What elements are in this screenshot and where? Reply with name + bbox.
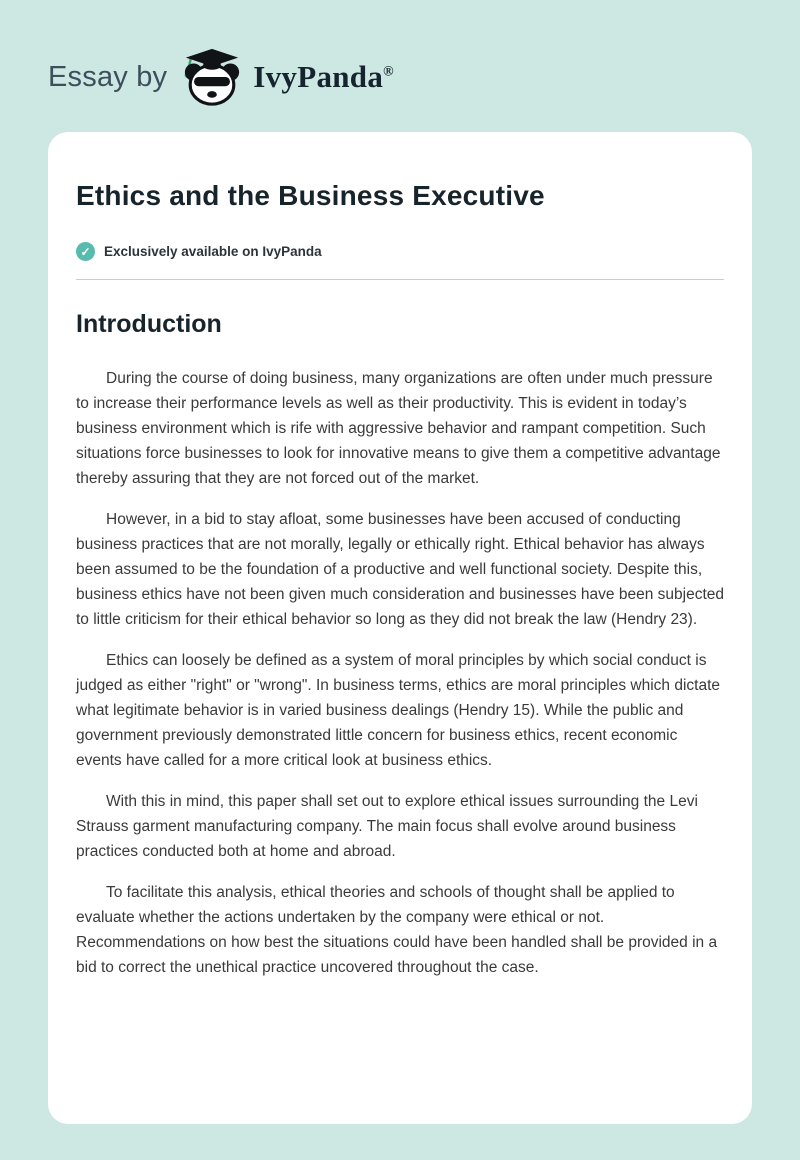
page-header [0, 0, 800, 112]
panda-nose [207, 91, 217, 98]
check-icon: ✓ [76, 242, 95, 261]
essay-card [48, 132, 752, 1124]
divider [76, 279, 724, 280]
availability-label: Exclusively available on IvyPanda [104, 244, 322, 259]
essay-title: Ethics and the Business Executive [76, 180, 545, 211]
essay-paragraph: With this in mind, this paper shall set out to explore ethical issues surrounding the Levi Strauss garment manufacturing company. The main focus shall evolve around business practices conducted both at home and abroad. [76, 793, 698, 860]
panda-graduate-icon [181, 46, 243, 108]
ivypanda-logo[interactable] [181, 46, 394, 108]
brand-name: IvyPanda® [253, 59, 394, 94]
mortarboard-base [204, 62, 221, 70]
essay-paragraph: During the course of doing business, many organizations are often under much pressure to increase their performance levels as well as their productivity. This is evident in today’s business environment which is rife with aggressive behavior and rampant competition. Such situations force businesses to look for innovative means to give them a competitive advantage thereby assuring that they are not forced out of the market. [76, 370, 721, 487]
essay-by-label: Essay by [48, 60, 168, 93]
registered-mark: ® [383, 64, 394, 80]
availability-row [76, 242, 724, 261]
essay-paragraph: To facilitate this analysis, ethical theories and schools of thought shall be applied to evaluate whether the actions undertaken by the company were ethical or not. Recommendations on how best the situations could have been handled shall be provided in a bid to correct the unethical practice uncovered throughout the case. [76, 884, 718, 976]
section-heading-introduction: Introduction [76, 310, 222, 338]
essay-paragraph: However, in a bid to stay afloat, some businesses have been accused of conducting business practices that are not morally, legally or ethically right. Ethical behavior has always been assumed to be the foundation of a productive and well functional society. Despite this, business ethics have not been given much consideration and businesses have been subjected to little criticism for their ethical behavior so long as they did not break the law (Hendry 23). [76, 511, 724, 628]
panda-sunglasses [194, 77, 230, 86]
essay-paragraph: Ethics can loosely be defined as a system of moral principles by which social conduct is judged as either "right" or "wrong". In business terms, ethics are moral principles which dictate what legitimate behavior is in varied business dealings (Hendry 15). While the public and government previously demonstrated little concern for business ethics, recent economic events have called for a more critical look at business ethics. [76, 652, 721, 769]
